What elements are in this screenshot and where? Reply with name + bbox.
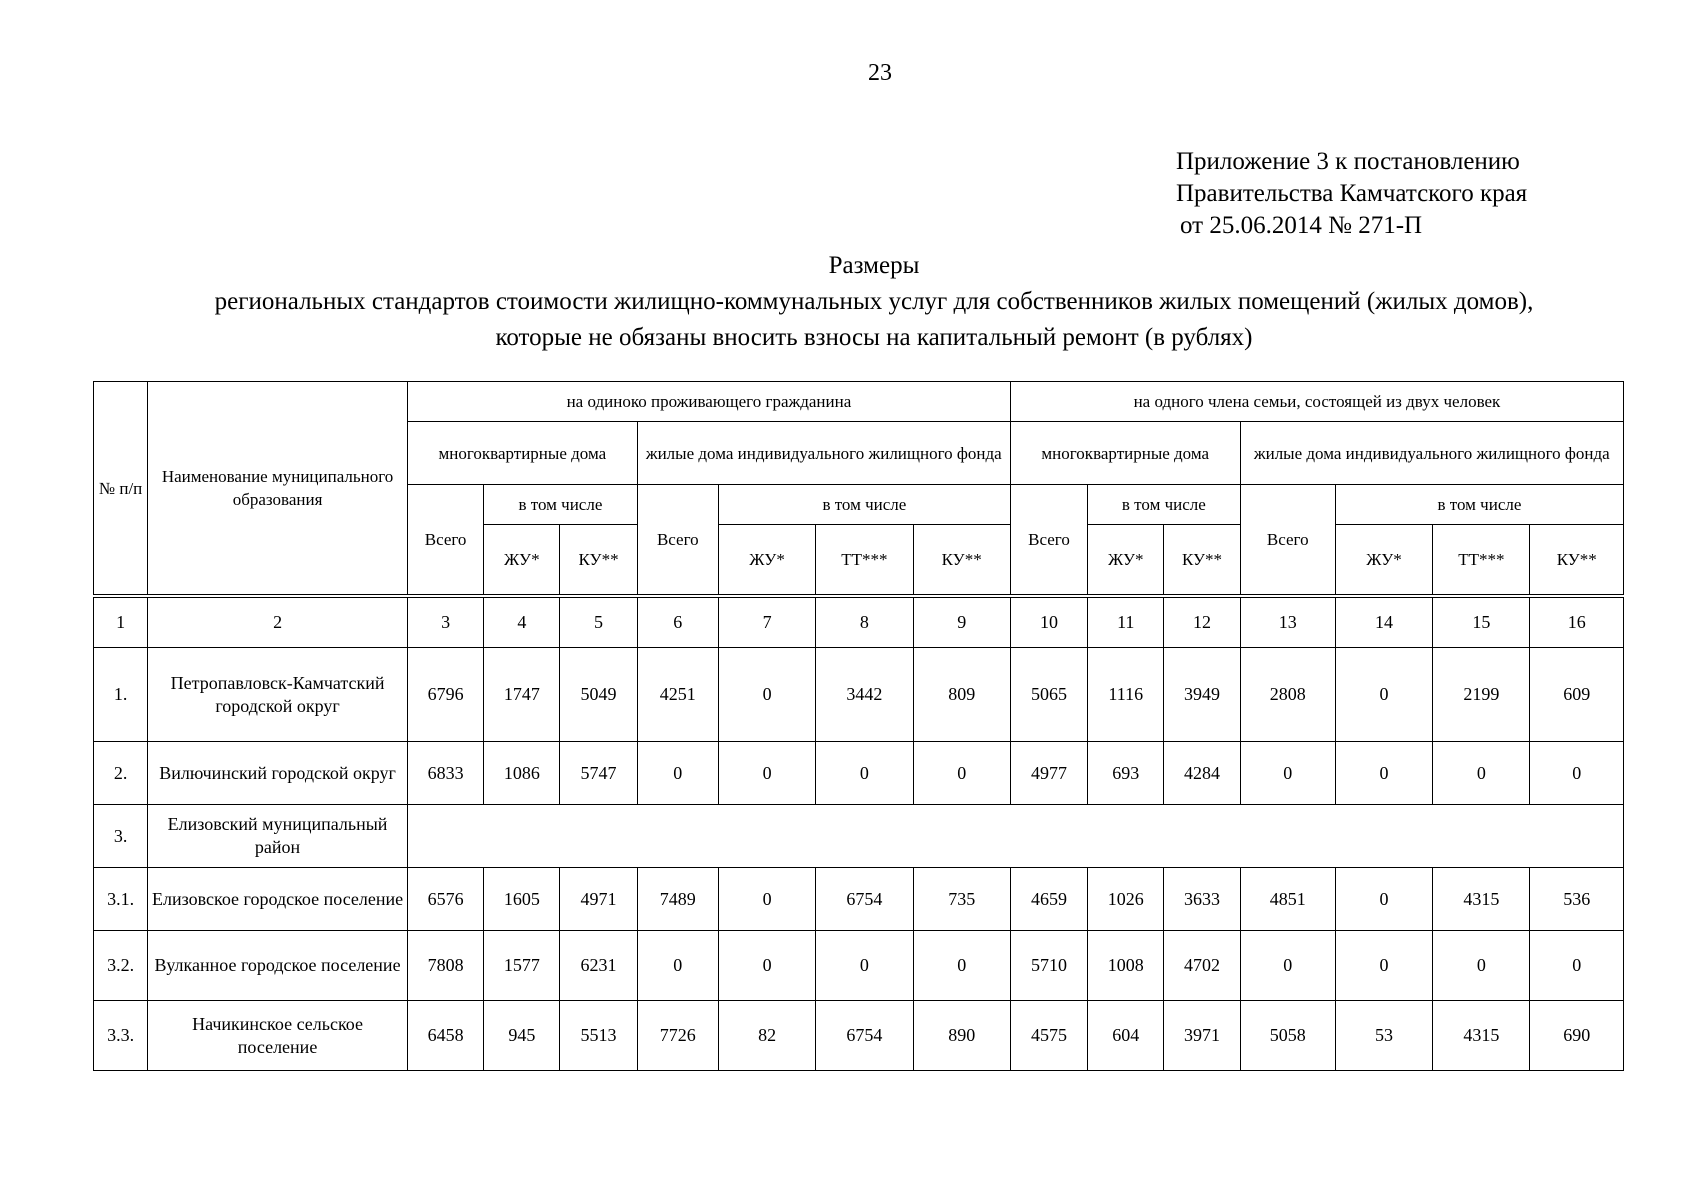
header-tt-15: ТТ*** (1433, 525, 1530, 595)
value-cell: 0 (1433, 742, 1530, 805)
column-number: 10 (1010, 598, 1087, 648)
value-cell: 7726 (637, 1001, 718, 1071)
header-total-6: Всего (637, 485, 718, 595)
table-row (94, 648, 1624, 742)
table-row (94, 805, 1624, 868)
value-cell: 0 (718, 931, 815, 1001)
value-cell: 0 (1335, 742, 1432, 805)
value-cell: 809 (913, 648, 1010, 742)
value-cell: 1605 (484, 868, 560, 931)
value-cell: 3442 (816, 648, 913, 742)
column-number: 9 (913, 598, 1010, 648)
value-cell: 0 (1240, 742, 1335, 805)
column-numbers-row (94, 598, 1624, 648)
appendix-line-1: Приложение 3 к постановлению (1176, 148, 1520, 175)
value-cell: 0 (718, 868, 815, 931)
header-total-13: Всего (1240, 485, 1335, 595)
municipality-name: Елизовский муниципальный район (148, 805, 408, 868)
row-number: 3.2. (94, 931, 148, 1001)
municipality-name: Вилючинский городской округ (148, 742, 408, 805)
column-number: 2 (148, 598, 408, 648)
header-including-11-12: в том числе (1088, 485, 1240, 525)
value-cell: 3971 (1164, 1001, 1240, 1071)
value-cell: 4851 (1240, 868, 1335, 931)
value-cell: 4284 (1164, 742, 1240, 805)
value-cell: 4702 (1164, 931, 1240, 1001)
value-cell: 4315 (1433, 1001, 1530, 1071)
header-individual-houses-2: жилые дома индивидуального жилищного фонда (1240, 422, 1623, 485)
value-cell: 0 (816, 742, 913, 805)
header-apartment-buildings-2: многоквартирные дома (1010, 422, 1240, 485)
header-name: Наименование муниципального образования (148, 382, 408, 595)
table-row (94, 931, 1624, 1001)
column-number: 3 (407, 598, 483, 648)
value-cell: 2199 (1433, 648, 1530, 742)
column-number: 12 (1164, 598, 1240, 648)
header-num: № п/п (94, 382, 148, 595)
header-family-member: на одного члена семьи, состоящей из двух человек (1010, 382, 1623, 422)
header-including-7-9: в том числе (718, 485, 1010, 525)
value-cell: 0 (718, 742, 815, 805)
value-cell: 604 (1088, 1001, 1164, 1071)
title-line-1: Размеры (828, 252, 920, 279)
municipality-name: Начикинское сельское поселение (148, 1001, 408, 1071)
value-cell: 6833 (407, 742, 483, 805)
row-number: 3.3. (94, 1001, 148, 1071)
column-number: 5 (560, 598, 637, 648)
table-row (94, 1001, 1624, 1071)
header-total-10: Всего (1010, 485, 1087, 595)
value-cell: 0 (1335, 648, 1432, 742)
column-number: 16 (1530, 598, 1624, 648)
document-title (0, 248, 1697, 356)
value-cell: 0 (718, 648, 815, 742)
column-number: 14 (1335, 598, 1432, 648)
value-cell: 6458 (407, 1001, 483, 1071)
value-cell: 609 (1530, 648, 1624, 742)
appendix-block (1176, 146, 1527, 242)
page-number: 23 (868, 60, 892, 86)
title-line-3: которые не обязаны вносить взносы на капитальный ремонт (в рублях) (495, 324, 1253, 351)
value-cell: 4659 (1010, 868, 1087, 931)
header-including-4-5: в том числе (484, 485, 637, 525)
municipality-name: Вулканное городское поселение (148, 931, 408, 1001)
value-cell: 6754 (816, 1001, 913, 1071)
value-cell: 5513 (560, 1001, 637, 1071)
appendix-line-3: от 25.06.2014 № 271-П (1180, 212, 1423, 239)
column-number: 6 (637, 598, 718, 648)
header-including-14-16: в том числе (1335, 485, 1623, 525)
value-cell: 0 (1335, 931, 1432, 1001)
row-number: 1. (94, 648, 148, 742)
header-ku-12: КУ** (1164, 525, 1240, 595)
header-ku-16: КУ** (1530, 525, 1624, 595)
column-number: 4 (484, 598, 560, 648)
value-cell: 4977 (1010, 742, 1087, 805)
value-cell: 4315 (1433, 868, 1530, 931)
value-cell: 53 (1335, 1001, 1432, 1071)
value-cell: 7489 (637, 868, 718, 931)
column-number: 11 (1088, 598, 1164, 648)
empty-values-cell (407, 805, 1623, 868)
value-cell: 1086 (484, 742, 560, 805)
value-cell: 1026 (1088, 868, 1164, 931)
header-apartment-buildings-1: многоквартирные дома (407, 422, 637, 485)
value-cell: 0 (913, 742, 1010, 805)
appendix-line-2: Правительства Камчатского края (1176, 180, 1528, 207)
value-cell: 536 (1530, 868, 1624, 931)
value-cell: 890 (913, 1001, 1010, 1071)
value-cell: 2808 (1240, 648, 1335, 742)
header-individual-houses-1: жилые дома индивидуального жилищного фонда (637, 422, 1010, 485)
row-number: 3. (94, 805, 148, 868)
value-cell: 82 (718, 1001, 815, 1071)
value-cell: 1747 (484, 648, 560, 742)
value-cell: 5058 (1240, 1001, 1335, 1071)
value-cell: 0 (637, 742, 718, 805)
header-zhu-4: ЖУ* (484, 525, 560, 595)
value-cell: 735 (913, 868, 1010, 931)
value-cell: 0 (637, 931, 718, 1001)
header-zhu-11: ЖУ* (1088, 525, 1164, 595)
value-cell: 5065 (1010, 648, 1087, 742)
value-cell: 6754 (816, 868, 913, 931)
value-cell: 6231 (560, 931, 637, 1001)
column-number: 8 (816, 598, 913, 648)
value-cell: 3949 (1164, 648, 1240, 742)
value-cell: 0 (816, 931, 913, 1001)
value-cell: 4575 (1010, 1001, 1087, 1071)
header-zhu-14: ЖУ* (1335, 525, 1432, 595)
value-cell: 5710 (1010, 931, 1087, 1001)
value-cell: 6576 (407, 868, 483, 931)
column-number: 15 (1433, 598, 1530, 648)
value-cell: 0 (1335, 868, 1432, 931)
header-tt-8: ТТ*** (816, 525, 913, 595)
value-cell: 0 (913, 931, 1010, 1001)
row-number: 2. (94, 742, 148, 805)
value-cell: 945 (484, 1001, 560, 1071)
municipality-name: Петропавловск-Камчатский городской округ (148, 648, 408, 742)
header-ku-5: КУ** (560, 525, 637, 595)
header-zhu-7: ЖУ* (718, 525, 815, 595)
value-cell: 0 (1530, 742, 1624, 805)
value-cell: 4971 (560, 868, 637, 931)
row-number: 3.1. (94, 868, 148, 931)
column-number: 7 (718, 598, 815, 648)
value-cell: 1577 (484, 931, 560, 1001)
header-single-citizen: на одиноко проживающего гражданина (407, 382, 1010, 422)
table-row (94, 742, 1624, 805)
value-cell: 0 (1530, 931, 1624, 1001)
standards-table (93, 381, 1624, 1071)
municipality-name: Елизовское городское поселение (148, 868, 408, 931)
value-cell: 5747 (560, 742, 637, 805)
value-cell: 1008 (1088, 931, 1164, 1001)
value-cell: 0 (1433, 931, 1530, 1001)
column-number: 1 (94, 598, 148, 648)
value-cell: 3633 (1164, 868, 1240, 931)
header-ku-9: КУ** (913, 525, 1010, 595)
column-number: 13 (1240, 598, 1335, 648)
value-cell: 690 (1530, 1001, 1624, 1071)
value-cell: 1116 (1088, 648, 1164, 742)
value-cell: 6796 (407, 648, 483, 742)
header-total-3: Всего (407, 485, 483, 595)
value-cell: 7808 (407, 931, 483, 1001)
value-cell: 4251 (637, 648, 718, 742)
title-line-2: региональных стандартов стоимости жилищно-коммунальных услуг для собственников жилых помещений (жилых домов), (214, 288, 1534, 315)
value-cell: 5049 (560, 648, 637, 742)
value-cell: 693 (1088, 742, 1164, 805)
value-cell: 0 (1240, 931, 1335, 1001)
table-row (94, 868, 1624, 931)
